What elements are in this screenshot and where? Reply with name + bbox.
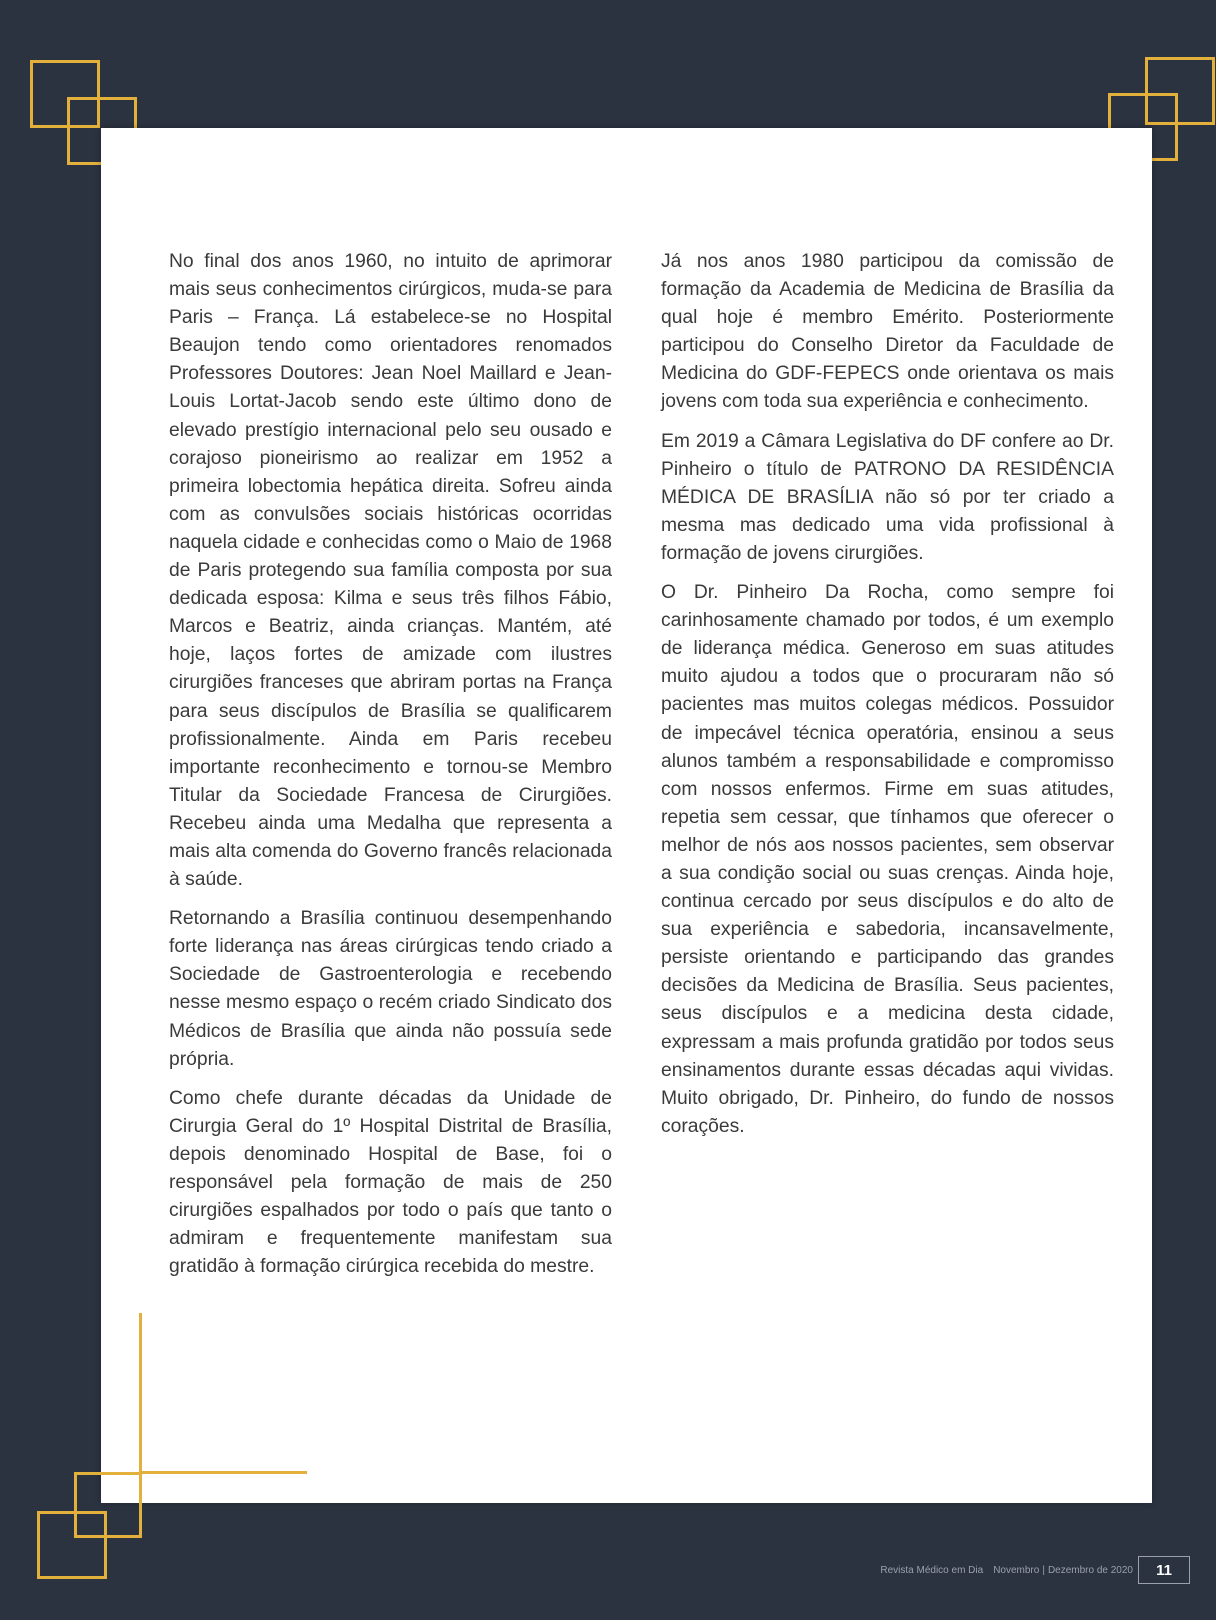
frame-square-bottom-left-outer bbox=[37, 1511, 107, 1579]
frame-line-bottom-left-vertical bbox=[139, 1313, 142, 1472]
footer-issue-date: Dezembro de 2020 bbox=[1047, 1564, 1133, 1576]
paragraph-paris: No final dos anos 1960, no intuito de aprimorar mais seus conhecimentos cirúrgicos, muda-se para Paris – França. Lá estabelece-se no Hospital Beaujon tendo como orientadores renomados Professores Doutores: Jean Noel Maillard e Jean-Louis Lortat-Jacob sendo este último dono de elevado prestígio internacional pelo seu ousado e corajoso pioneirismo ao realizar em 1952 a primeira lobectomia hepática direita. Sofreu ainda com as convulsões sociais históricas ocorridas naquela cidade e conhecidas como o Maio de 1968 de Paris protegendo sua família composta por sua dedicada esposa: Kilma e seus três filhos Fábio, Marcos e Beatriz, ainda crianças. Mantém, até hoje, laços fortes de amizade com ilustres cirurgiões franceses que abriram portas na França para seus discípulos de Brasília se qualificarem profissionalmente. Ainda em Paris recebeu importante reconhecimento e tornou-se Membro Titular da Sociedade Francesa de Cirurgiões. Recebeu ainda uma Medalha que representa a mais alta comenda do Governo francês relacionada à saúde. bbox=[169, 251, 612, 891]
page-number: 11 bbox=[1138, 1556, 1190, 1584]
paragraph-chief-surgery: Como chefe durante décadas da Unidade de Cirurgia Geral do 1º Hospital Distrital de Brasília, depois denominado Hospital de Base, foi o responsável pela formação de mais de 250 cirurgiões espalhados por todo o país que tanto o admiram e frequentemente manifestam sua gratidão à formação cirúrgica recebida do mestre. bbox=[169, 1087, 612, 1278]
frame-line-bottom-left-horizontal bbox=[139, 1471, 307, 1474]
footer-month: Novembro bbox=[993, 1564, 1040, 1576]
paragraph-tribute: O Dr. Pinheiro Da Rocha, como sempre foi carinhosamente chamado por todos, é um exemplo de liderança médica. Generoso em suas atitudes muito ajudou a todos que o procuraram não só pacientes mas muitos colegas médicos. Possuidor de impecável técnica operatória, ensinou a seus alunos também a responsabilidade e compromisso com nossos enfermos. Firme em suas atitudes, repetia sem cessar, que tínhamos que oferecer o melhor de nós aos nossos pacientes, sem observar a sua condição social ou suas crenças. Ainda hoje, continua cercado por seus discípulos e do alto de sua experiência e sabedoria, incansavelmente, persiste orientando e participando das grandes decisões da Medicina de Brasília. Seus pacientes, seus discípulos e a medicina desta cidade, expressam a mais profunda gratidão por todos seus ensinamentos durante essas décadas aqui vividas. Muito obrigado, Dr. Pinheiro, do fundo de nossos corações. bbox=[661, 582, 1114, 1137]
paragraph-return-brasilia: Retornando a Brasília continuou desempenhando forte liderança nas áreas cirúrgicas tendo criado a Sociedade de Gastroenterologia e recebendo nesse mesmo espaço o recém criado Sindicato dos Médicos de Brasília que ainda não possuía sede própria. bbox=[169, 908, 612, 1070]
page-footer bbox=[800, 1556, 1133, 1584]
article-column-right bbox=[661, 248, 1114, 1152]
article-page bbox=[101, 128, 1152, 1503]
paragraph-academy: Já nos anos 1980 participou da comissão de formação da Academia de Medicina de Brasília da qual hoje é membro Emérito. Posteriormente participou do Conselho Diretor da Faculdade de Medicina do GDF-FEPECS onde orientava os mais jovens com toda sua experiência e conhecimento. bbox=[661, 251, 1114, 413]
paragraph-patron-title: Em 2019 a Câmara Legislativa do DF confere ao Dr. Pinheiro o título de PATRONO DA RESIDÊNCIA MÉDICA DE BRASÍLIA não só por ter criado a mesma mas dedicado uma vida profissional à formação de jovens cirurgiões. bbox=[661, 430, 1114, 564]
article-column-left bbox=[169, 248, 612, 1292]
footer-separator: | bbox=[1042, 1564, 1045, 1576]
footer-publication: Revista Médico em Dia bbox=[880, 1564, 984, 1576]
